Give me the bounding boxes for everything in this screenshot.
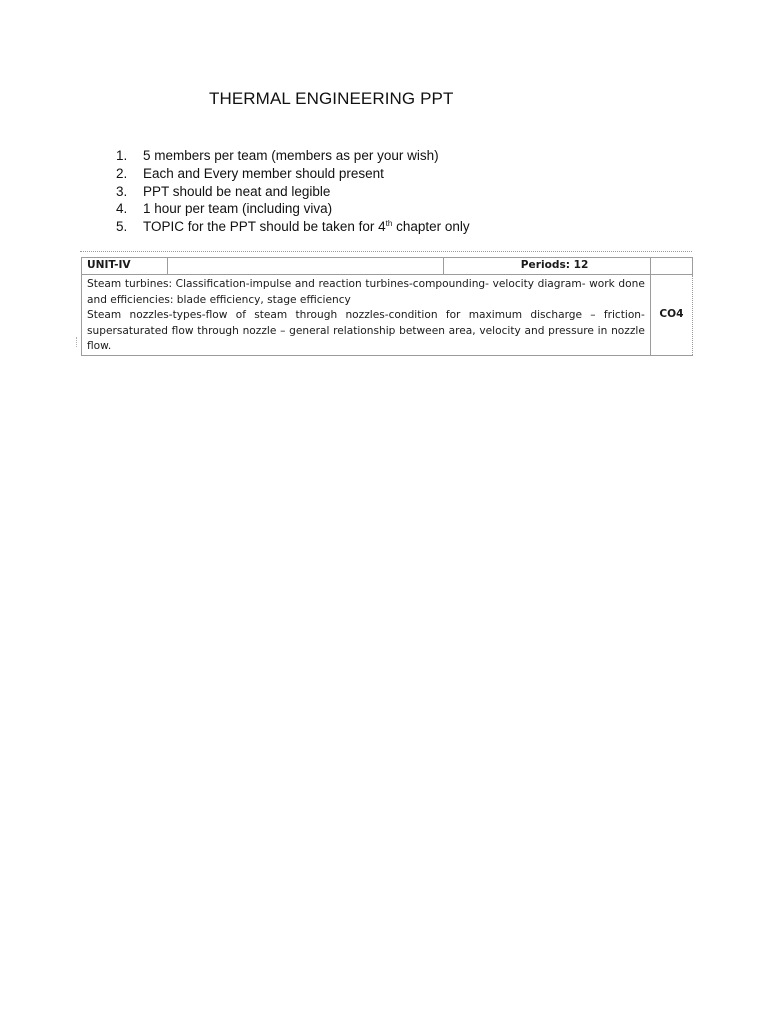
list-item bbox=[112, 200, 470, 218]
list-text-before: TOPIC for the PPT should be taken for 4 bbox=[143, 219, 386, 235]
syllabus-snippet-image bbox=[76, 245, 696, 353]
blank-header-cell bbox=[168, 258, 444, 275]
syllabus-content-row bbox=[82, 275, 693, 356]
list-item bbox=[112, 165, 470, 183]
periods-cell: Periods: 12 bbox=[444, 258, 650, 275]
list-text-after: chapter only bbox=[392, 219, 470, 235]
ordinal-superscript: th bbox=[385, 219, 393, 229]
list-text: 5 members per team (members as per your wish) bbox=[143, 148, 439, 163]
syllabus-header-row bbox=[82, 258, 693, 275]
syllabus-content-cell bbox=[82, 275, 651, 356]
snippet-cut-edge bbox=[76, 337, 81, 347]
list-item bbox=[112, 183, 470, 201]
blank-co-header-cell bbox=[650, 258, 692, 275]
list-text: 1 hour per team (including viva) bbox=[143, 201, 333, 217]
list-number: 3. bbox=[116, 183, 128, 199]
unit-cell: UNIT-IV bbox=[82, 258, 168, 275]
list-text: PPT should be neat and legible bbox=[143, 183, 331, 199]
list-text bbox=[143, 218, 470, 236]
list-item bbox=[112, 218, 470, 236]
list-number: 2. bbox=[116, 165, 128, 181]
list-number: 1. bbox=[116, 148, 128, 163]
rules-list bbox=[112, 147, 470, 236]
list-item bbox=[112, 147, 470, 165]
syllabus-paragraph-nozzles: Steam nozzles-types-flow of steam through nozzles-condition for maximum discharge – friction-supersaturated flow through nozzle – general relationship between area, velocity and pressure in nozzle flow. bbox=[87, 309, 645, 352]
document-title: THERMAL ENGINEERING PPT bbox=[209, 89, 454, 108]
syllabus-paragraph-turbines: Steam turbines: Classification-impulse and reaction turbines-compounding- velocity diagram- work done and efficiencies: blade efficiency, stage efficiency bbox=[87, 278, 645, 306]
syllabus-table bbox=[81, 257, 693, 356]
list-text: Each and Every member should present bbox=[143, 165, 384, 181]
snippet-cut-edge bbox=[80, 251, 692, 252]
list-number: 5. bbox=[116, 219, 128, 235]
list-number: 4. bbox=[116, 201, 128, 217]
course-outcome-cell: CO4 bbox=[650, 275, 692, 356]
